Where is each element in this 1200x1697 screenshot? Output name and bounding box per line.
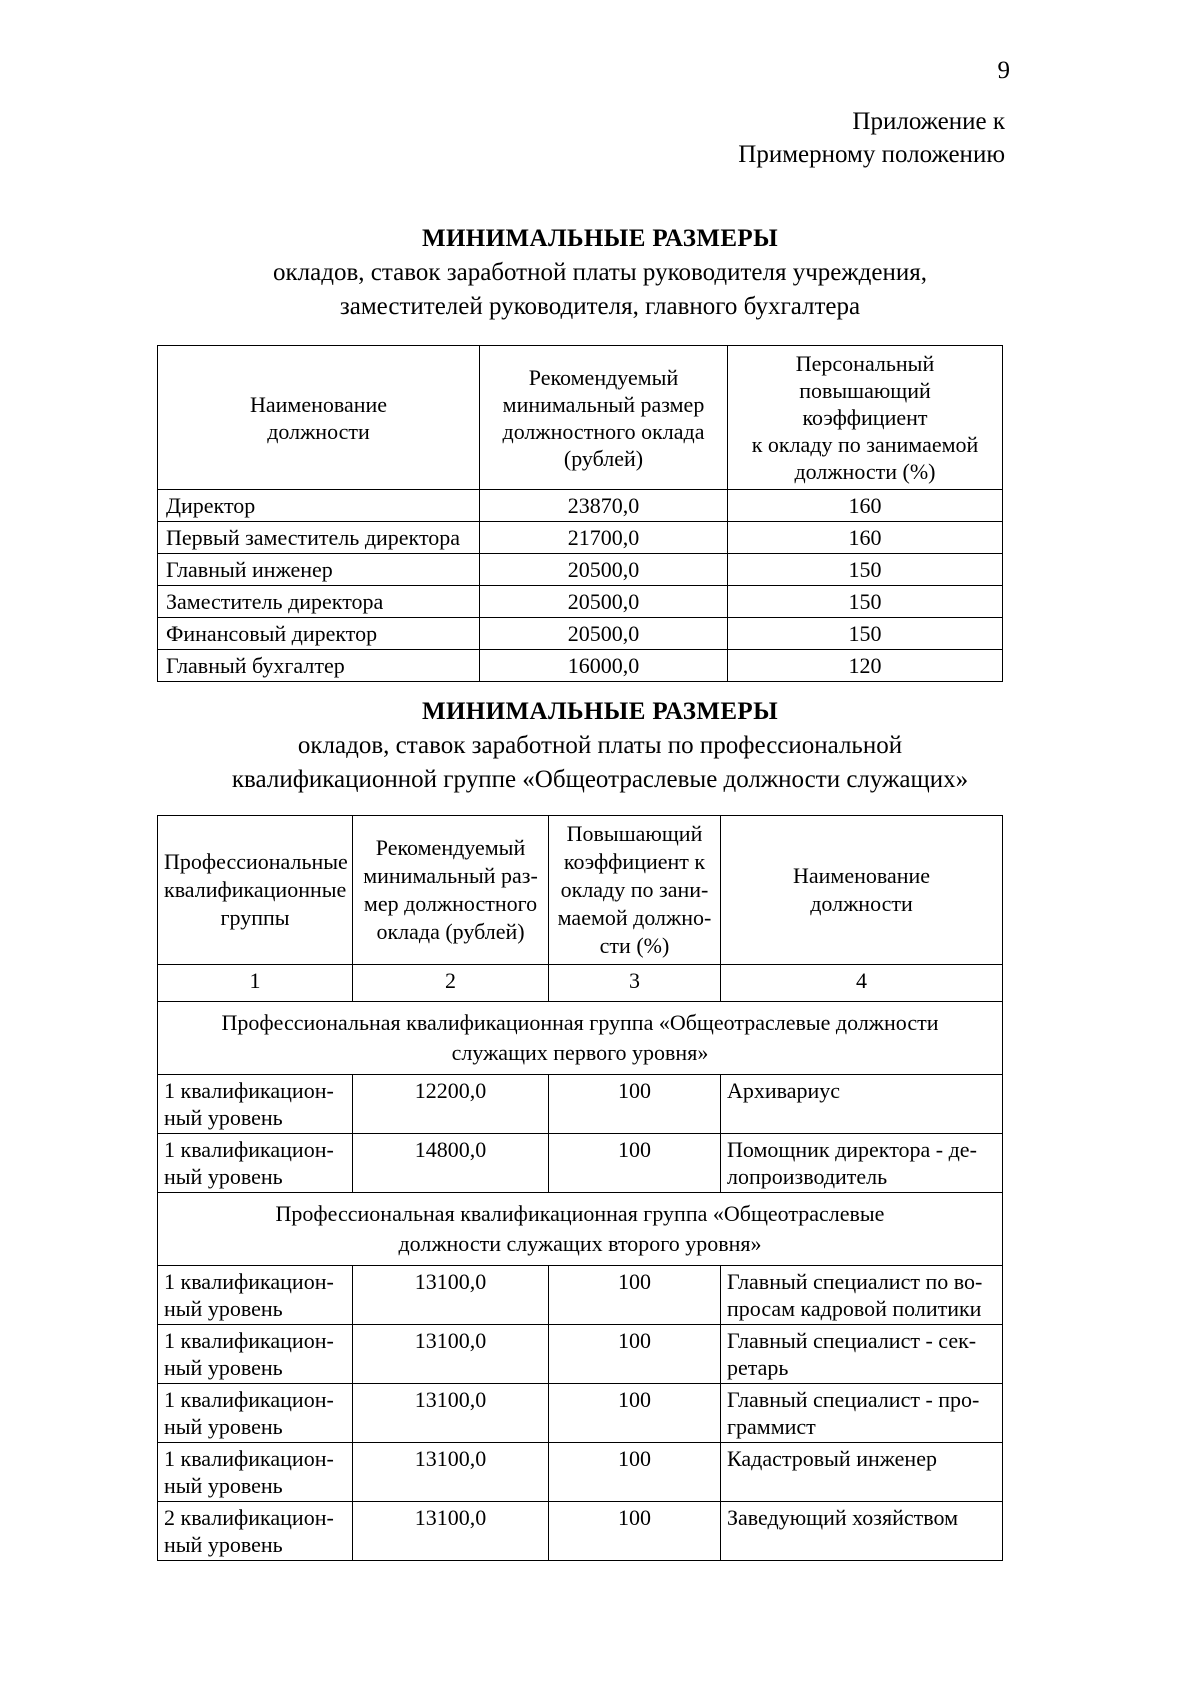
cell-position — [721, 1384, 1003, 1443]
cell-position — [721, 1325, 1003, 1384]
header-line: Персональный — [795, 351, 935, 376]
position-line: просам кадровой политики — [727, 1296, 982, 1321]
group-header-cell — [158, 1193, 1003, 1266]
cell-salary: 13100,0 — [353, 1443, 549, 1502]
appendix-line-1: Приложение к — [852, 108, 1005, 135]
level-line: 1 квалификацион- — [164, 1446, 334, 1471]
column-header-coefficient — [549, 816, 721, 965]
cell-salary: 23870,0 — [480, 490, 728, 522]
column-number: 1 — [158, 965, 353, 1002]
salary-table-management — [157, 345, 1003, 682]
cell-position — [721, 1075, 1003, 1134]
column-header-professional-groups — [158, 816, 353, 965]
header-line: Повышающий — [566, 821, 703, 846]
header-line: Профессиональные — [164, 849, 348, 874]
cell-coefficient: 150 — [728, 554, 1003, 586]
column-number: 3 — [549, 965, 721, 1002]
cell-qualification-level — [158, 1075, 353, 1134]
table-row — [158, 1325, 1003, 1384]
cell-salary: 13100,0 — [353, 1384, 549, 1443]
group-header-line: должности служащих второго уровня» — [398, 1231, 762, 1256]
cell-coefficient: 150 — [728, 618, 1003, 650]
table-row — [158, 650, 1003, 682]
cell-qualification-level — [158, 1134, 353, 1193]
level-line: 1 квалификацион- — [164, 1269, 334, 1294]
column-header-position — [721, 816, 1003, 965]
header-line: повышающий коэффициент — [799, 378, 931, 430]
table-row — [158, 1134, 1003, 1193]
cell-salary: 14800,0 — [353, 1134, 549, 1193]
table-row — [158, 490, 1003, 522]
header-line: Наименование — [249, 391, 388, 417]
cell-salary: 16000,0 — [480, 650, 728, 682]
table-header-row — [158, 346, 1003, 490]
section-2-title-main: МИНИМАЛЬНЫЕ РАЗМЕРЫ — [421, 698, 779, 725]
section-1-title — [100, 222, 1100, 324]
column-header-position — [158, 346, 480, 490]
cell-qualification-level — [158, 1266, 353, 1325]
level-line: ный уровень — [164, 1355, 283, 1380]
level-line: 1 квалификацион- — [164, 1137, 334, 1162]
table-row — [158, 554, 1003, 586]
cell-salary: 21700,0 — [480, 522, 728, 554]
position-line: граммист — [727, 1414, 816, 1439]
table-row — [158, 1443, 1003, 1502]
cell-salary: 20500,0 — [480, 586, 728, 618]
cell-position: Директор — [158, 490, 480, 522]
header-line: маемой должно- — [557, 905, 712, 930]
group-header-line: Профессиональная квалификационная группа «Общеотраслевые — [275, 1201, 885, 1226]
appendix-reference — [0, 105, 1005, 171]
table-row — [158, 1075, 1003, 1134]
column-number: 4 — [721, 965, 1003, 1002]
group-header-row — [158, 1002, 1003, 1075]
cell-coefficient: 100 — [549, 1502, 721, 1561]
level-line: 1 квалификацион- — [164, 1328, 334, 1353]
table-row — [158, 1502, 1003, 1561]
header-line: мер должностного — [363, 891, 538, 916]
position-line: лопроизводитель — [727, 1164, 888, 1189]
header-line: Рекомендуемый — [528, 364, 679, 390]
level-line: 1 квалификацион- — [164, 1078, 334, 1103]
cell-coefficient: 100 — [549, 1384, 721, 1443]
header-line: минимальный раз- — [363, 863, 538, 888]
header-line: квалификационные — [164, 877, 347, 902]
column-number: 2 — [353, 965, 549, 1002]
cell-salary: 20500,0 — [480, 618, 728, 650]
position-line: Главный специалист - про- — [727, 1387, 980, 1412]
header-line: к окладу по занимаемой — [751, 432, 979, 457]
cell-position: Первый заместитель директора — [158, 522, 480, 554]
position-line: Помощник директора - де- — [727, 1137, 977, 1162]
header-line: (рублей) — [563, 445, 644, 471]
position-line: Кадастровый инженер — [727, 1446, 937, 1471]
cell-salary: 12200,0 — [353, 1075, 549, 1134]
cell-position: Заместитель директора — [158, 586, 480, 618]
cell-coefficient: 120 — [728, 650, 1003, 682]
position-line: Архивариус — [727, 1078, 841, 1103]
cell-coefficient: 150 — [728, 586, 1003, 618]
level-line: ный уровень — [164, 1414, 283, 1439]
table-row — [158, 522, 1003, 554]
cell-qualification-level — [158, 1502, 353, 1561]
header-line: группы — [220, 905, 290, 930]
header-line: должности (%) — [794, 459, 936, 484]
appendix-line-2: Примерному положению — [738, 141, 1005, 168]
level-line: 1 квалификацион- — [164, 1387, 334, 1412]
cell-coefficient: 100 — [549, 1075, 721, 1134]
table-row — [158, 1384, 1003, 1443]
position-line: Главный специалист по во- — [727, 1269, 983, 1294]
cell-coefficient: 100 — [549, 1134, 721, 1193]
level-line: ный уровень — [164, 1532, 283, 1557]
section-2-title-sub-line-1: окладов, ставок заработной платы по профессиональной — [297, 732, 903, 759]
table-body — [158, 490, 1003, 682]
header-line: окладу по зани- — [560, 877, 709, 902]
level-line: ный уровень — [164, 1164, 283, 1189]
position-line: Заведующий хозяйством — [727, 1505, 958, 1530]
group-header-row — [158, 1193, 1003, 1266]
table-header-row — [158, 816, 1003, 965]
cell-position — [721, 1266, 1003, 1325]
level-line: ный уровень — [164, 1105, 283, 1130]
salary-table-professional-groups — [157, 815, 1003, 1561]
cell-position: Главный бухгалтер — [158, 650, 480, 682]
cell-salary: 20500,0 — [480, 554, 728, 586]
cell-coefficient: 160 — [728, 490, 1003, 522]
cell-position: Финансовый директор — [158, 618, 480, 650]
cell-coefficient: 100 — [549, 1266, 721, 1325]
cell-coefficient: 100 — [549, 1443, 721, 1502]
cell-qualification-level — [158, 1443, 353, 1502]
group-header-cell — [158, 1002, 1003, 1075]
header-line: Наименование — [792, 863, 931, 888]
section-1-title-sub-line-1: окладов, ставок заработной платы руководителя учреждения, — [273, 259, 927, 286]
cell-position — [721, 1502, 1003, 1561]
column-header-coefficient — [728, 346, 1003, 490]
cell-salary: 13100,0 — [353, 1266, 549, 1325]
table-row — [158, 586, 1003, 618]
section-1-title-sub-line-2: заместителей руководителя, главного бухгалтера — [339, 293, 861, 320]
cell-coefficient: 160 — [728, 522, 1003, 554]
level-line: 2 квалификацион- — [164, 1505, 334, 1530]
column-number-row — [158, 965, 1003, 1002]
cell-position — [721, 1134, 1003, 1193]
header-line: Рекомендуемый — [375, 835, 526, 860]
level-line: ный уровень — [164, 1473, 283, 1498]
position-line: Главный специалист - сек- — [727, 1328, 977, 1353]
table-row — [158, 618, 1003, 650]
header-line: сти (%) — [599, 933, 670, 958]
section-1-title-main: МИНИМАЛЬНЫЕ РАЗМЕРЫ — [421, 225, 779, 252]
header-line: должности — [810, 891, 913, 916]
header-line: коэффициент к — [563, 849, 706, 874]
header-line: оклада (рублей) — [376, 919, 525, 944]
position-line: ретарь — [727, 1355, 789, 1380]
section-2-title-sub-line-2: квалификационной группе «Общеотраслевые должности служащих» — [231, 766, 969, 793]
column-header-salary — [480, 346, 728, 490]
cell-qualification-level — [158, 1325, 353, 1384]
header-line: должности — [267, 418, 370, 444]
table-body — [158, 1002, 1003, 1561]
cell-position: Главный инженер — [158, 554, 480, 586]
header-line: должностного оклада — [502, 418, 705, 444]
page-number: 9 — [997, 57, 1010, 84]
cell-coefficient: 100 — [549, 1325, 721, 1384]
section-2-title — [100, 695, 1100, 797]
group-header-line: Профессиональная квалификационная группа «Общеотраслевые должности — [221, 1010, 939, 1035]
cell-qualification-level — [158, 1384, 353, 1443]
cell-salary: 13100,0 — [353, 1502, 549, 1561]
group-header-line: служащих первого уровня» — [451, 1040, 709, 1065]
table-row — [158, 1266, 1003, 1325]
column-header-salary — [353, 816, 549, 965]
cell-position — [721, 1443, 1003, 1502]
header-line: минимальный размер — [502, 391, 705, 417]
level-line: ный уровень — [164, 1296, 283, 1321]
cell-salary: 13100,0 — [353, 1325, 549, 1384]
